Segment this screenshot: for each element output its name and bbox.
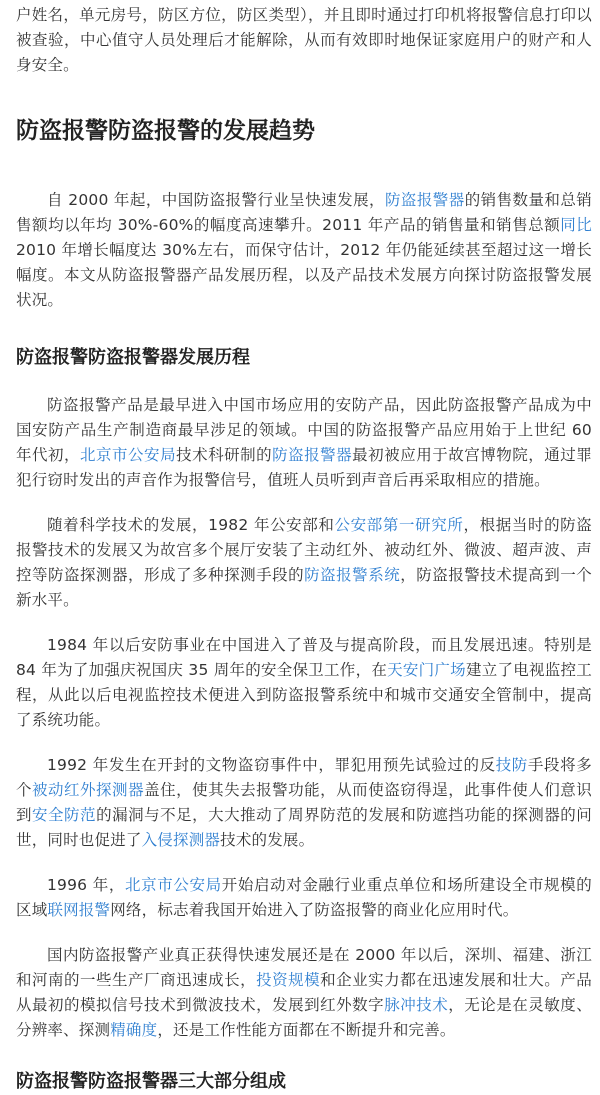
article-link[interactable]: 精确度 xyxy=(110,1021,158,1039)
text-segment: ，根据当时的防盗报警技术的发展又为故宫多个展厅安装了主动红外、被动红外、微波、超声波、声控等防盗探测器，形成了多种探测手段的 xyxy=(16,516,592,584)
article-link[interactable]: 投资规模 xyxy=(256,971,321,989)
text-segment: 开始启动对金融行业重点单位和场所建设全市规模的区域 xyxy=(16,876,592,919)
text-segment: 防盗报警产品是最早进入中国市场应用的安防产品，因此防盗报警产品成为中国安防产品生产制造商最早涉足的领域。中国的防盗报警产品应用始于上世纪 60 年代初， xyxy=(16,396,592,464)
text-segment: 户姓名，单元房号，防区方位，防区类型），并且即时通过打印机将报警信息打印以被查验，中心值守人员处理后才能解除，从而有效即时地保证家庭用户的财产和人身安全。 xyxy=(16,6,592,74)
history-paragraph xyxy=(16,633,592,733)
article-link[interactable]: 公安部第一研究所 xyxy=(334,516,464,534)
article-link[interactable]: 脉冲技术 xyxy=(384,996,449,1014)
intro-paragraph xyxy=(16,0,592,78)
components-title: 防盗报警防盗报警器三大部分组成 xyxy=(16,1071,286,1092)
history-title: 防盗报警防盗报警器发展历程 xyxy=(16,347,250,368)
text-segment: 网络，标志着我国开始进入了防盗报警的商业化应用时代。 xyxy=(110,901,519,919)
text-segment: 手段将多个 xyxy=(16,756,592,799)
text-segment: 国内防盗报警产业真正获得快速发展还是在 2000 年以后，深圳、福建、浙江和河南的一些生产厂商迅速成长， xyxy=(16,946,592,989)
history-paragraph xyxy=(16,873,592,923)
article-link[interactable]: 技防 xyxy=(495,756,528,774)
text-segment: 建立了电视监控工程，从此以后电视监控技术便进入到防盗报警系统中和城市交通安全管制中，提高了系统功能。 xyxy=(16,661,592,729)
text-segment: 盖住，使其失去报警功能，从而使盗窃得逞，此事件使人们意识到 xyxy=(16,781,592,824)
text-segment: 技术科研制的 xyxy=(176,446,273,464)
trend-paragraph xyxy=(16,188,592,313)
article-link[interactable]: 防盗报警系统 xyxy=(304,566,401,584)
text-segment: ，防盗报警技术提高到一个新水平。 xyxy=(16,566,593,609)
article-link[interactable]: 同比 xyxy=(560,216,592,234)
text-segment: 技术的发展。 xyxy=(220,831,315,849)
article-link[interactable]: 防盗报警器 xyxy=(384,191,465,209)
article-link[interactable]: 防盗报警器 xyxy=(272,446,353,464)
text-segment: 自 2000 年起，中国防盗报警行业呈快速发展， xyxy=(47,191,385,209)
article-link[interactable]: 入侵探测器 xyxy=(141,831,221,849)
text-segment: ，无论是在灵敏度、分辨率、探测 xyxy=(16,996,592,1039)
text-segment: 1984 年以后安防事业在中国进入了普及与提高阶段，而且发展迅速。特别是 84 年为了加强庆祝国庆 35 周年的安全保卫工作，在 xyxy=(16,636,592,679)
text-segment: 的销售数量和总销售额均以年均 30%-60%的幅度高速攀升。2011 年产品的销售量和销售总额 xyxy=(16,191,592,234)
text-segment: 的漏洞与不足，大大推动了周界防范的发展和防遮挡功能的探测器的问世，同时也促进了 xyxy=(16,806,593,849)
article-link[interactable]: 北京市公安局 xyxy=(125,876,222,894)
article-link[interactable]: 安全防范 xyxy=(32,806,97,824)
section-title: 防盗报警防盗报警的发展趋势 xyxy=(16,118,315,144)
text-segment: 最初被应用于故宫博物院，通过罪犯行窃时发出的声音作为报警信号，值班人员听到声音后再采取相应的措施。 xyxy=(16,446,592,489)
article-link[interactable]: 联网报警 xyxy=(47,901,111,919)
text-segment: 和企业实力都在迅速发展和壮大。产品从最初的模拟信号技术到微波技术，发展到红外数字 xyxy=(16,971,592,1014)
history-paragraph xyxy=(16,513,592,613)
text-segment: 1996 年， xyxy=(47,876,126,894)
article-link[interactable]: 天安门广场 xyxy=(387,661,466,679)
text-segment: 2010 年增长幅度达 30%左右，而保守估计，2012 年仍能延续甚至超过这一增长幅度。本文从防盗报警器产品发展历程，以及产品技术发展方向探讨防盗报警发展状况。 xyxy=(16,241,592,309)
text-segment: ，还是工作性能方面都在不断提升和完善。 xyxy=(157,1021,456,1039)
history-paragraph xyxy=(16,753,592,853)
article-link[interactable]: 北京市公安局 xyxy=(80,446,177,464)
history-paragraph xyxy=(16,943,592,1043)
article-link[interactable]: 被动红外探测器 xyxy=(32,781,145,799)
history-paragraph xyxy=(16,393,592,493)
text-segment: 随着科学技术的发展，1982 年公安部和 xyxy=(47,516,335,534)
text-segment: 1992 年发生在开封的文物盗窃事件中，罪犯用预先试验过的反 xyxy=(47,756,496,774)
